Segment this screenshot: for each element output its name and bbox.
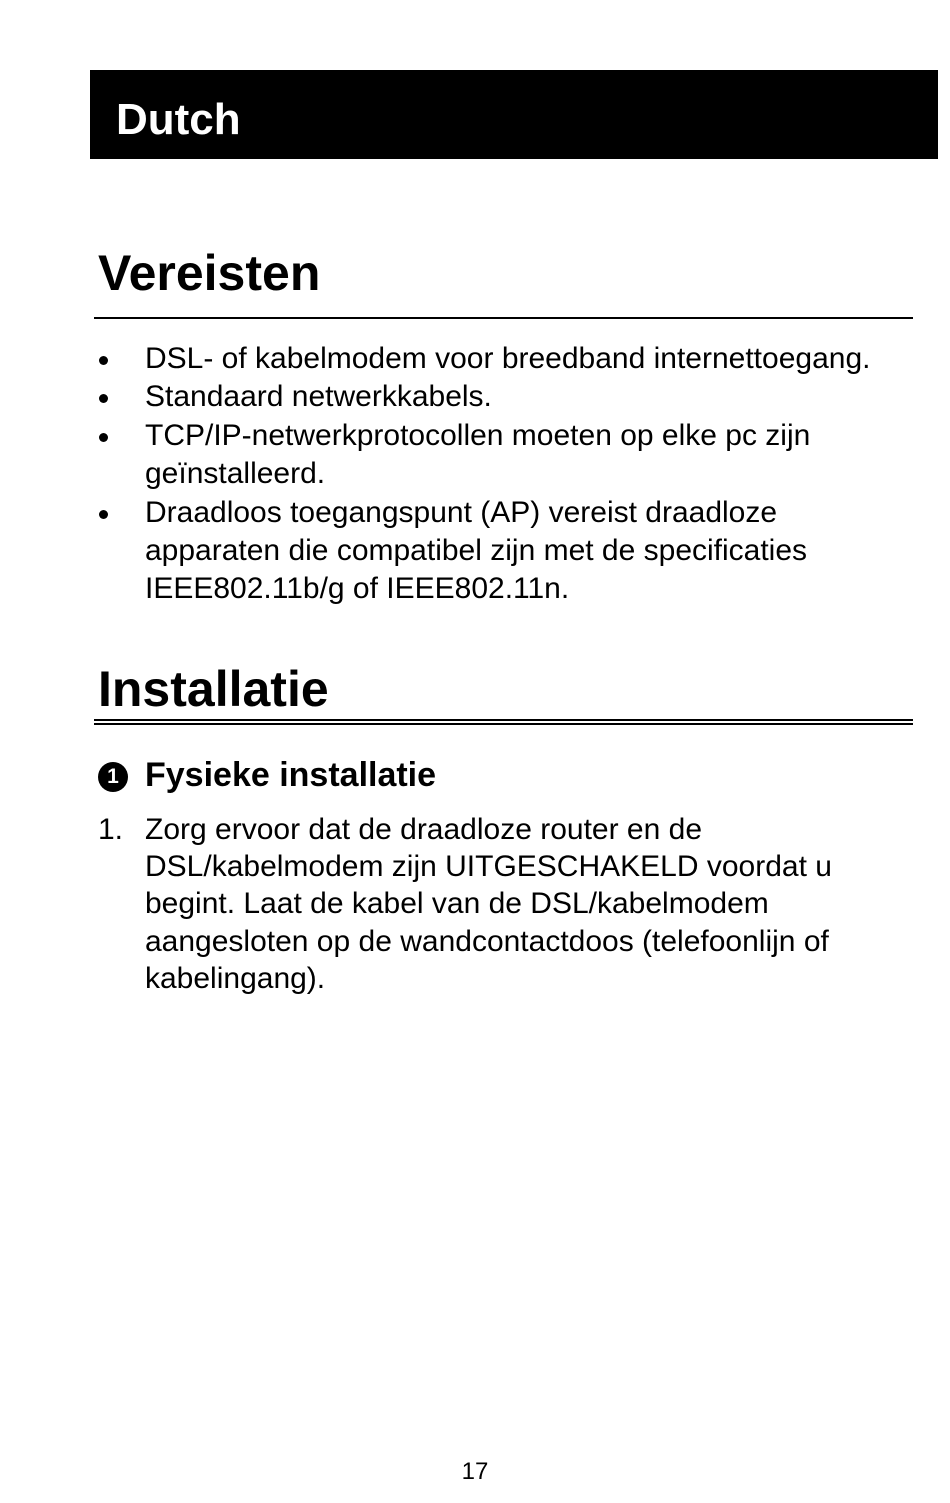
subheading-text: Fysieke installatie	[145, 756, 437, 794]
list-item-text: DSL- of kabelmodem voor breedband internettoegang.	[145, 342, 871, 375]
list-item	[0, 340, 950, 378]
list-item-text: Standaard netwerkkabels.	[145, 380, 492, 414]
step-number: 1.	[98, 813, 124, 846]
installation-divider	[94, 719, 913, 721]
step-text: Zorg ervoor dat de draadloze router en de DSL/kabelmodem zijn UITGESCHAKELD voordat u begint. Laat de kabel van de DSL/kabelmodem aangesloten op de wandcontactdoos (telefoonlijn of kabelingang).	[145, 813, 832, 995]
number-one-icon: 1	[98, 762, 128, 792]
requirements-heading: Vereisten	[98, 245, 321, 301]
list-item	[0, 378, 950, 416]
step-item	[0, 811, 950, 997]
language-banner	[90, 70, 938, 159]
list-item	[0, 494, 950, 609]
page-number: 17	[461, 1458, 489, 1485]
list-item-text: Draadloos toegangspunt (AP) vereist draadloze apparaten die compatibel zijn met de specificaties IEEE802.11b/g of IEEE802.11n.	[145, 495, 808, 606]
bullet-icon	[99, 510, 108, 519]
installation-divider-secondary	[94, 723, 913, 725]
installation-steps	[0, 811, 950, 997]
requirements-list	[0, 340, 950, 609]
requirements-divider	[94, 317, 913, 319]
list-item	[0, 417, 950, 494]
bullet-icon	[99, 433, 108, 442]
bullet-icon	[99, 394, 108, 403]
language-label: Dutch	[116, 95, 241, 144]
list-item-text: TCP/IP-netwerkprotocollen moeten op elke pc zijn geïnstalleerd.	[145, 418, 811, 491]
installation-heading: Installatie	[98, 661, 329, 717]
bullet-icon	[99, 356, 108, 365]
